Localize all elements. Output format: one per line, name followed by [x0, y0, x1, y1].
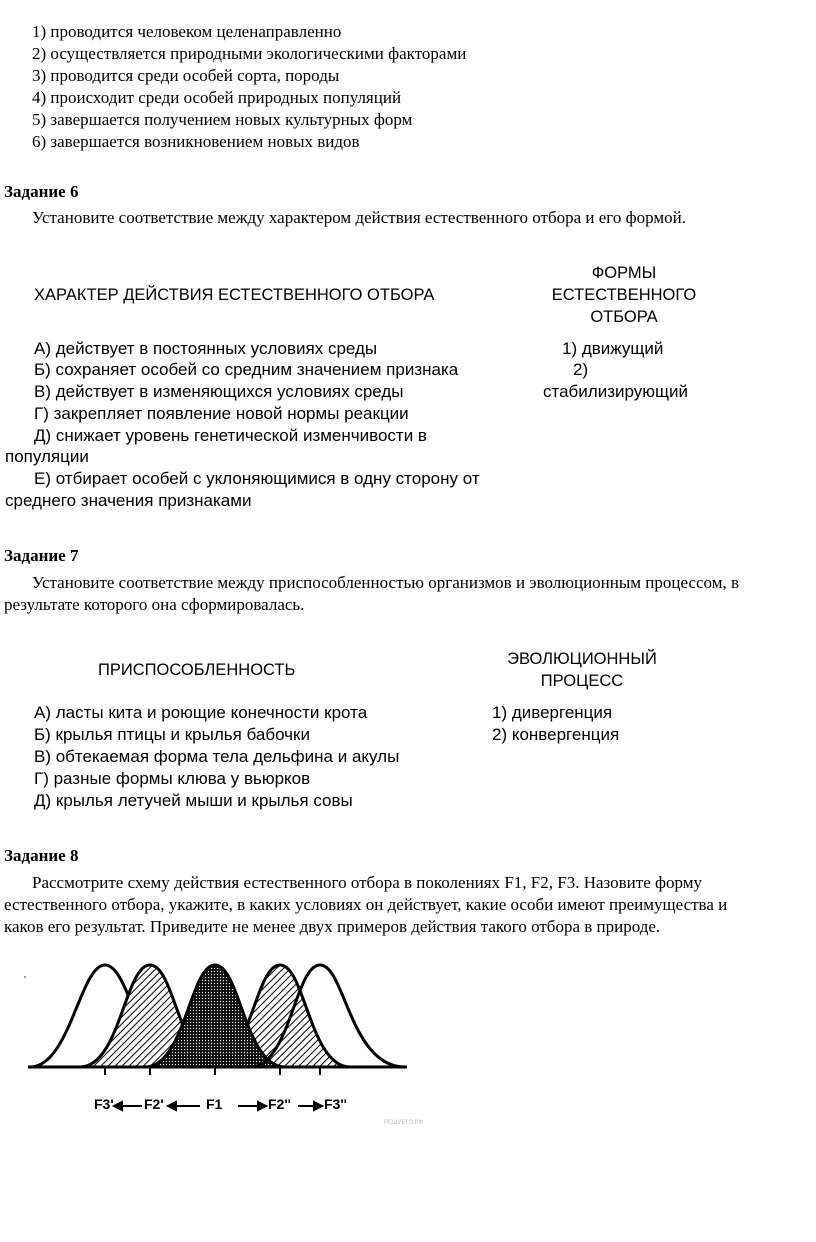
- label-f2-right: F2'': [268, 1096, 291, 1112]
- task6-left-header: ХАРАКТЕР ДЕЙСТВИЯ ЕСТЕСТВЕННОГО ОТБОРА: [34, 286, 435, 304]
- task7-right-header: [490, 648, 674, 692]
- list-item: Д) крылья летучей мыши и крылья совы: [34, 791, 353, 810]
- header-line: ПРОЦЕСС: [540, 672, 624, 690]
- label-f3-left: F3': [94, 1096, 114, 1112]
- label-f3-right: F3'': [324, 1096, 347, 1112]
- list-item: Б) крылья птицы и крылья бабочки: [34, 725, 310, 744]
- header-line: ОТБОРА: [590, 308, 658, 326]
- task7-title: Задание 7: [4, 546, 79, 565]
- list-item: Г) разные формы клюва у вьюрков: [34, 769, 311, 788]
- list-item: В) обтекаемая форма тела дельфина и акулы: [34, 747, 400, 766]
- task7-instruction-line1: Установите соответствие между приспособленностью организмов и эволюционным процессом, в: [32, 573, 740, 592]
- list-item: Д) снижает уровень генетической изменчивости в: [34, 426, 427, 445]
- option: 2): [573, 360, 589, 379]
- option: 2) конвергенция: [492, 725, 620, 744]
- header-line: ЭВОЛЮЦИОННЫЙ: [507, 650, 657, 668]
- list-item: Г) закрепляет появление новой нормы реакции: [34, 404, 409, 423]
- task8-instruction-line3: каков его результат. Приведите не менее двух примеров действия такого отбора в природе.: [4, 917, 661, 936]
- task8-instruction-line1: Рассмотрите схему действия естественного отбора в поколениях F1, F2, F3. Назовите форму: [32, 873, 703, 892]
- list-item: А) ласты кита и роющие конечности крота: [34, 703, 368, 722]
- list-item: 3) проводится среди особей сорта, породы: [32, 66, 340, 85]
- list-item: В) действует в изменяющихся условиях среды: [34, 382, 404, 401]
- selection-curves: [0, 940, 450, 1140]
- list-item: 1) проводится человеком целенаправленно: [32, 22, 342, 41]
- header-line: ФОРМЫ: [591, 264, 657, 282]
- option: 1) движущий: [562, 339, 664, 358]
- list-item: А) действует в постоянных условиях среды: [34, 339, 378, 358]
- list-item: 6) завершается возникновением новых видов: [32, 132, 360, 151]
- list-item: среднего значения признаками: [5, 491, 252, 510]
- task7-instruction-line2: результате которого она сформировалась.: [4, 595, 305, 614]
- task6-right-header: [540, 262, 708, 328]
- list-item: 4) происходит среди особей природных популяций: [32, 88, 402, 107]
- header-line: ЕСТЕСТВЕННОГО: [551, 286, 697, 304]
- list-item: 5) завершается получением новых культурных форм: [32, 110, 413, 129]
- label-f2-left: F2': [144, 1096, 164, 1112]
- watermark: РЕШУЕГЭ.РФ: [384, 1120, 424, 1126]
- option: 1) дивергенция: [492, 703, 613, 722]
- selection-diagram: [0, 940, 450, 1140]
- list-item: популяции: [5, 447, 89, 466]
- option: стабилизирующий: [543, 382, 688, 401]
- list-item: Б) сохраняет особей со средним значением признака: [34, 360, 459, 379]
- task7-left-header: ПРИСПОСОБЛЕННОСТЬ: [98, 661, 296, 679]
- task8-title: Задание 8: [4, 846, 79, 865]
- label-f1: F1: [206, 1096, 223, 1112]
- task6-title: Задание 6: [4, 182, 79, 201]
- list-item: 2) осуществляется природными экологическими факторами: [32, 44, 467, 63]
- list-item: Е) отбирает особей с уклоняющимися в одну сторону от: [34, 469, 480, 488]
- task8-instruction-line2: естественного отбора, укажите, в каких условиях он действует, какие особи имеют преимущества и: [4, 895, 728, 914]
- task6-instruction: Установите соответствие между характером действия естественного отбора и его формой.: [32, 208, 686, 227]
